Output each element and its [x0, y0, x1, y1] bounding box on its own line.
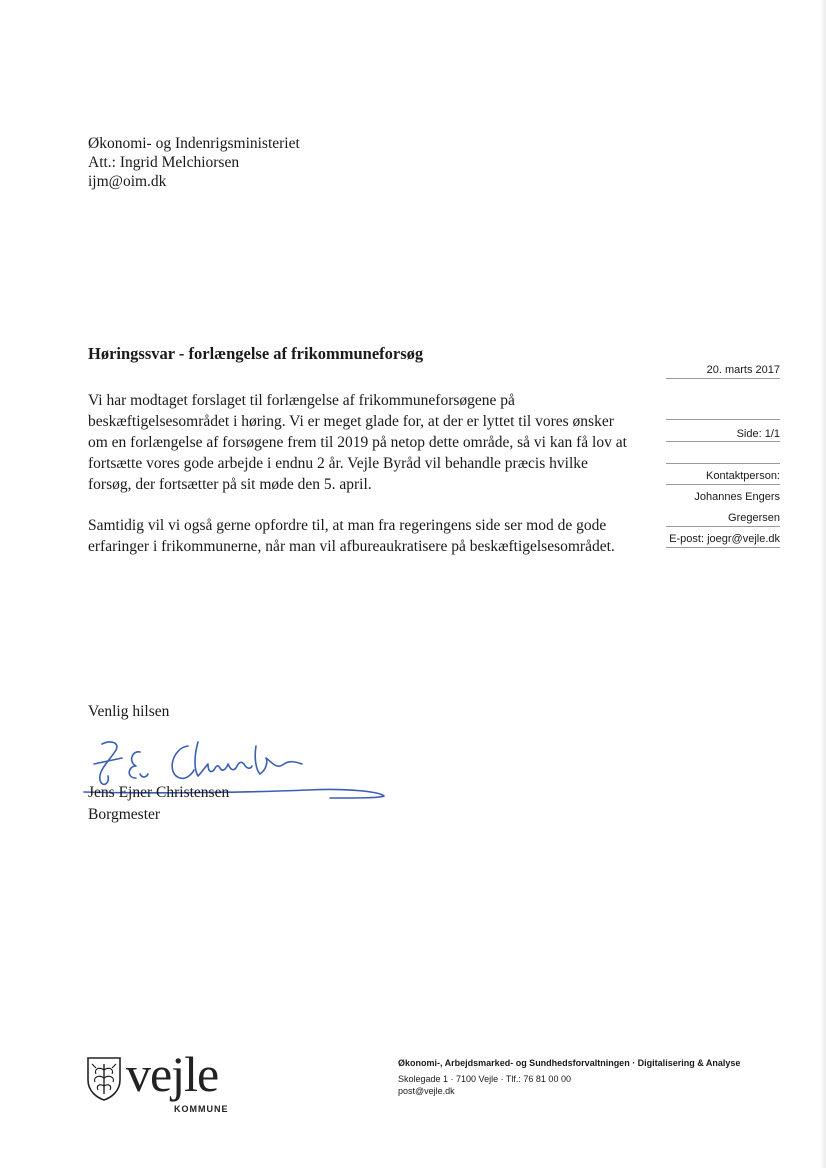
coat-of-arms-icon — [86, 1056, 122, 1102]
signer-title: Borgmester — [88, 806, 161, 823]
recipient-ministry: Økonomi- og Indenrigsministeriet — [88, 135, 300, 152]
contact-name-line-1: Johannes Engers — [694, 491, 780, 503]
sidebar-rule — [666, 378, 780, 379]
page-edge-shadow — [820, 0, 826, 1168]
letter-footer — [398, 1057, 740, 1097]
vejle-kommune-logo — [86, 1046, 236, 1122]
contact-name-line-2: Gregersen — [728, 512, 780, 524]
contact-email: E-post: joegr@vejle.dk — [669, 533, 780, 545]
logo-wordmark: vejle — [126, 1046, 219, 1102]
body-paragraph-2: Samtidig vil vi også gerne opfordre til, at man fra regeringens side ser mod de gode erfaringer i frikommunerne, når man vil afbureaukratisere på beskæftigelsesområdet. — [88, 517, 615, 555]
letter-subject: Høringssvar - forlængelse af frikommuneforsøg — [88, 344, 424, 363]
contact-label: Kontaktperson: — [706, 470, 780, 482]
footer-email: post@vejle.dk — [398, 1086, 455, 1096]
sidebar-rule — [666, 547, 780, 548]
closing-greeting: Venlig hilsen — [88, 703, 170, 720]
sidebar-rule — [666, 484, 780, 485]
footer-address: Skolegade 1 · 7100 Vejle · Tlf.: 76 81 00 00 — [398, 1074, 571, 1084]
body-paragraph-1: Vi har modtaget forslaget til forlængelse af frikommuneforsøgene på beskæftigelsesområdet i høring. Vi er meget glade for, at der er lyttet til vores ønsker om en forlængelse af forsøgene frem til 2019 på netop dette område, så vi kan få lov at fortsætte vores gode arbejde i endnu 2 år. Vejle Byråd vil behandle præcis hvilke forsøg, der fortsætter på sit møde den 5. april. — [88, 392, 627, 493]
signer-name: Jens Ejner Christensen — [88, 784, 230, 801]
sidebar-rule — [666, 419, 780, 420]
recipient-email: ijm@oim.dk — [88, 173, 167, 190]
sidebar-rule — [666, 441, 780, 442]
logo-subtitle: KOMMUNE — [174, 1104, 229, 1114]
recipient-attention: Att.: Ingrid Melchiorsen — [88, 154, 240, 171]
page-number: Side: 1/1 — [736, 428, 780, 440]
letter-date: 20. marts 2017 — [706, 364, 780, 376]
footer-department: Økonomi-, Arbejdsmarked- og Sundhedsforvaltningen · Digitalisering & Analyse — [398, 1058, 741, 1068]
sidebar-rule — [666, 463, 780, 464]
recipient-address — [88, 134, 300, 191]
sidebar-rule — [666, 526, 780, 527]
